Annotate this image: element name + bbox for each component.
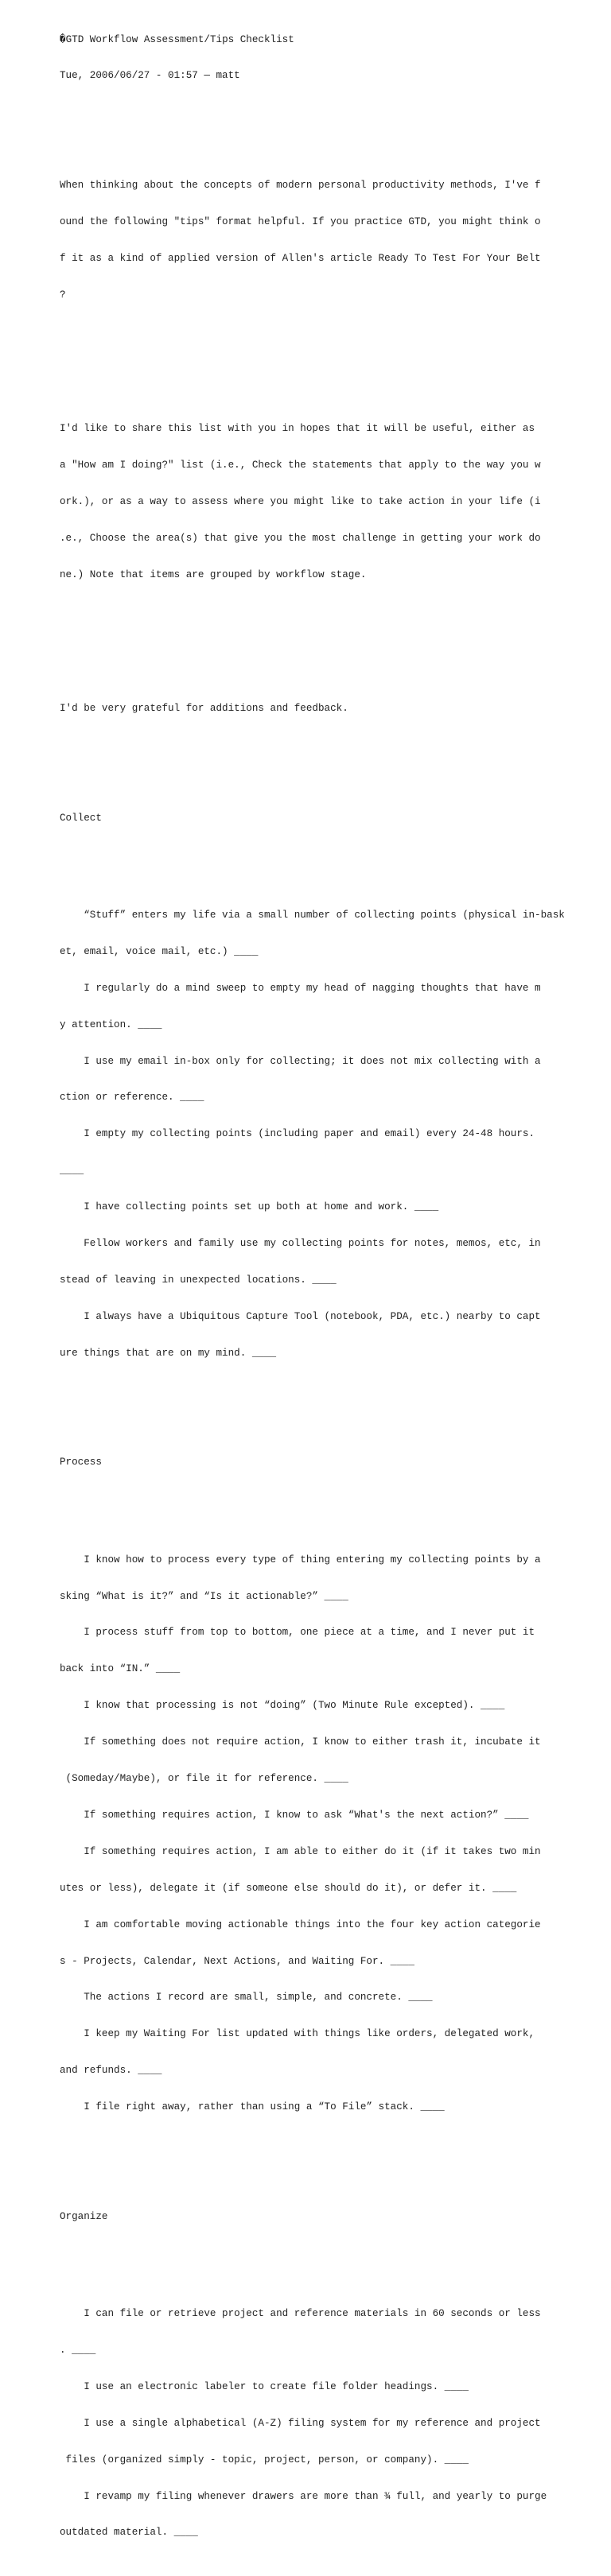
checklist-line: I can file or retrieve project and reference materials in 60 seconds or less	[60, 2308, 541, 2320]
checklist-line: If something does not require action, I know to either trash it, incubate it	[60, 1736, 541, 1748]
checklist-line: If something requires action, I know to ask “What's the next action?” ____	[60, 1809, 529, 1821]
spacer	[60, 1408, 569, 1420]
checklist-line: I process stuff from top to bottom, one piece at a time, and I never put it	[60, 1627, 535, 1639]
spacer	[60, 107, 569, 118]
checklist-line: I use my email in-box only for collecting; it does not mix collecting with a	[60, 1055, 541, 1067]
checklist-line: I keep my Waiting For list updated with things like orders, delegated work,	[60, 2028, 535, 2040]
checklist-line: files (organized simply - topic, project, person, or company). ____	[60, 2454, 469, 2465]
checklist-line: Fellow workers and family use my collecting points for notes, memos, etc, in	[60, 1237, 541, 1249]
text-line: a "How am I doing?" list (i.e., Check the statements that apply to the way you w	[60, 459, 541, 471]
process-checklist	[60, 1530, 569, 2138]
text-line: .e., Choose the area(s) that give you the most challenge in getting your work do	[60, 532, 541, 544]
checklist-line: (Someday/Maybe), or file it for reference. ____	[60, 1773, 348, 1785]
document	[60, 10, 569, 2576]
intro-paragraph-3	[60, 678, 569, 739]
spacer	[60, 2163, 569, 2174]
spacer	[60, 630, 569, 642]
text-line: I'd like to share this list with you in hopes that it will be useful, either as	[60, 423, 535, 435]
checklist-line: . ____	[60, 2345, 96, 2356]
checklist-line: I know that processing is not “doing” (Two Minute Rule excepted). ____	[60, 1700, 505, 1712]
text-line: ork.), or as a way to assess where you might like to take action in your life (i	[60, 495, 541, 507]
organize-checklist	[60, 2284, 569, 2564]
checklist-line: utes or less), delegate it (if someone else should do it), or defer it. ____	[60, 1882, 517, 1894]
text-line: ne.) Note that items are grouped by workflow stage.	[60, 568, 367, 580]
checklist-line: I regularly do a mind sweep to empty my head of nagging thoughts that have m	[60, 982, 541, 994]
text-line: I'd be very grateful for additions and feedback.	[60, 702, 348, 714]
spacer	[60, 2248, 569, 2260]
spacer	[60, 848, 569, 860]
checklist-line: outdated material. ____	[60, 2527, 198, 2539]
collect-checklist	[60, 885, 569, 1383]
checklist-line: The actions I record are small, simple, and concrete. ____	[60, 1992, 433, 2004]
checklist-line: I revamp my filing whenever drawers are more than ¾ full, and yearly to purge	[60, 2490, 547, 2502]
checklist-line: If something requires action, I am able to either do it (if it takes two min	[60, 1845, 541, 1857]
intro-paragraph-1	[60, 156, 569, 326]
intro-paragraph-2	[60, 399, 569, 606]
checklist-line: I always have a Ubiquitous Capture Tool (notebook, PDA, etc.) nearby to capt	[60, 1310, 541, 1322]
checklist-line: and refunds. ____	[60, 2065, 162, 2077]
checklist-line: y attention. ____	[60, 1018, 162, 1030]
checklist-line: I have collecting points set up both at home and work. ____	[60, 1201, 439, 1213]
text-line: f it as a kind of applied version of Allen's article Ready To Test For Your Belt	[60, 252, 541, 264]
spacer	[60, 1493, 569, 1505]
section-heading-process: Process	[60, 1457, 102, 1468]
section-heading-organize: Organize	[60, 2210, 108, 2222]
checklist-line: ____	[60, 1165, 84, 1177]
checklist-line: I know how to process every type of thing entering my collecting points by a	[60, 1554, 541, 1565]
checklist-line: I use an electronic labeler to create file folder headings. ____	[60, 2380, 469, 2392]
section-heading-collect: Collect	[60, 812, 102, 824]
document-byline: Tue, 2006/06/27 - 01:57 — matt	[60, 70, 240, 82]
spacer	[60, 763, 569, 775]
checklist-line: “Stuff” enters my life via a small number of collecting points (physical in-bask	[60, 909, 565, 921]
checklist-line: sking “What is it?” and “Is it actionable?” ____	[60, 1590, 348, 1602]
checklist-line: ure things that are on my mind. ____	[60, 1347, 277, 1359]
text-line: ?	[60, 289, 66, 301]
checklist-line: I use a single alphabetical (A-Z) filing system for my reference and project	[60, 2417, 541, 2429]
spacer	[60, 350, 569, 362]
checklist-line: I am comfortable moving actionable things into the four key action categorie	[60, 1918, 541, 1930]
document-title: �GTD Workflow Assessment/Tips Checklist	[60, 33, 294, 45]
checklist-line: I empty my collecting points (including paper and email) every 24-48 hours.	[60, 1128, 535, 1140]
checklist-line: stead of leaving in unexpected locations. ____	[60, 1274, 337, 1286]
checklist-line: s - Projects, Calendar, Next Actions, and Waiting For. ____	[60, 1955, 414, 1967]
checklist-line: et, email, voice mail, etc.) ____	[60, 945, 259, 957]
checklist-line: I file right away, rather than using a “To File” stack. ____	[60, 2101, 445, 2113]
text-line: ound the following "tips" format helpful. If you practice GTD, you might think o	[60, 216, 541, 228]
text-line: When thinking about the concepts of modern personal productivity methods, I've f	[60, 180, 541, 192]
checklist-line: ction or reference. ____	[60, 1092, 204, 1104]
checklist-line: back into “IN.” ____	[60, 1663, 181, 1675]
